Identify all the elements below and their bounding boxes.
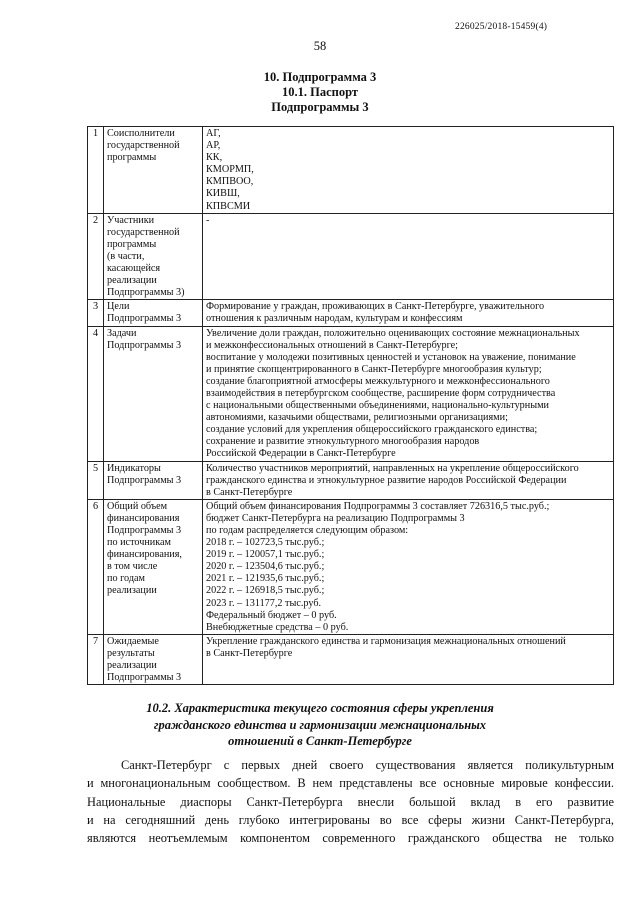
row-name-line: государственной [107,140,180,152]
row-content [203,127,614,214]
row-name-line: Подпрограммы 3 [107,525,182,536]
row-name [104,461,203,499]
row-content-line: в Санкт-Петербурге [206,486,293,498]
document-id: 226025/2018-15459(4) [455,22,548,32]
row-number: 5 [88,461,104,499]
row-content-line: 2023 г. – 131177,2 тыс.руб. [206,597,322,609]
row-content-line: Увеличение доли граждан, положительно оценивающих состояние межнациональных [206,327,580,339]
row-content-line: бюджет Санкт-Петербурга на реализацию Подпрограммы 3 [206,512,465,524]
row-content-line: сохранение и развитие этнокультурного многообразия народов [206,436,480,448]
row-content-line: 2020 г. – 123504,6 тыс.руб.; [206,561,325,573]
row-content-line: автономиями, казачьими обществами, религиозными организациями; [206,412,508,424]
row-name-line: касающейся [107,263,161,275]
row-content-line: Количество участников мероприятий, направленных на укрепление общероссийского [206,462,579,474]
row-content-line: Укрепление гражданского единства и гармонизация межнациональных отношений [206,635,566,647]
row-content-line: КК, [206,152,223,164]
row-content-line: гражданского единства и этнокультурное развитие народов Российской Федерации [206,474,567,486]
row-name-line: Подпрограммы 3 [107,313,182,325]
row-content [203,213,614,300]
row-name-line: Подпрограммы 3 [107,339,182,351]
row-name-line: по годам [107,573,145,585]
row-number: 6 [88,499,104,634]
row-content [203,634,614,684]
paragraph-line: и многонациональным сообществом. В нем представлены все основные мировые конфессии. [87,776,614,791]
row-content-line: Российской Федерации в Санкт-Петербурге [206,448,396,460]
row-name-line: программы [107,152,157,164]
passport-row [88,300,614,326]
row-content-line: АР, [206,140,221,152]
row-name-line: (в части, [107,250,145,262]
row-number: 7 [88,634,104,684]
row-content-line: отношения к различным народам, культурам и конфессиям [206,313,463,325]
row-name-line: Участники [107,214,155,226]
heading-line: 10.2. Характеристика текущего состояния сферы укрепления [146,701,494,715]
passport-row [88,326,614,461]
row-name [104,213,203,300]
row-number: 3 [88,300,104,326]
row-content-line: 2018 г. – 102723,5 тыс.руб.; [206,537,325,549]
paragraph-line: и на сегодняшний день глубоко интегрированы во все сферы жизни Санкт-Петербурга, [87,812,614,827]
paragraph-line: Национальные диаспоры Санкт-Петербурга внесли большой вклад в его развитие [87,794,614,809]
row-name-line: реализации [107,585,157,597]
row-name-line: Подпрограммы 3 [107,474,182,486]
row-content-line: с национальными общественными объединениями, национально-культурными [206,400,549,412]
row-content-line: создание благоприятной атмосферы межкультурного и межконфессионального [206,375,550,387]
passport-table [87,126,614,685]
row-content-line: 2019 г. – 120057,1 тыс.руб.; [206,549,325,561]
row-name [104,326,203,461]
row-name-line: программы [107,238,157,250]
row-content-line: в Санкт-Петербурге [206,647,293,659]
row-name-line: Цели [107,301,130,313]
row-name-line: Соисполнители [107,128,175,139]
row-name [104,634,203,684]
row-name-line: реализации [107,275,157,287]
subsection-heading [0,700,640,750]
passport-row [88,634,614,684]
paragraph-line: являются неотъемлемым компонентом современного гражданского общества не только [87,831,614,846]
row-name-line: государственной [107,226,180,238]
row-name-line: Задачи [107,327,137,339]
row-content [203,326,614,461]
row-name-line: финансирования [107,512,180,524]
row-name-line: финансирования, [107,549,182,561]
row-name-line: Индикаторы [107,462,161,474]
row-content-line: КИВШ, [206,188,240,200]
title-line: 10.1. Паспорт [281,85,359,99]
row-name [104,300,203,326]
row-content-line: создание условий для укрепления общероссийского гражданского единства; [206,424,538,436]
passport-row [88,499,614,634]
row-number: 4 [88,326,104,461]
row-content [203,461,614,499]
title-line: Подпрограммы 3 [271,100,369,114]
row-name [104,499,203,634]
row-name-line: Подпрограммы 3) [107,287,185,299]
passport-row [88,213,614,300]
row-content-line: КМОРМП, [206,164,254,176]
row-content-line: по годам распределяется следующим образом: [206,525,409,536]
title-line: 10. Подпрограмма 3 [263,70,377,84]
row-content-line: КМПВОО, [206,176,254,188]
section-title [0,70,640,115]
row-name-line: Ожидаемые [107,635,159,647]
row-name-line: реализации [107,660,157,672]
row-content-line: - [206,214,210,226]
row-content-line: Формирование у граждан, проживающих в Санкт-Петербурге, уважительного [206,301,545,313]
row-content-line: Общий объем финансирования Подпрограммы 3 составляет 726316,5 тыс.руб.; [206,500,550,512]
row-content-line: и принятие скопцентрированного в Санкт-Петербурге многообразия культур; [206,363,542,375]
row-name-line: результаты [107,647,155,659]
heading-line: отношений в Санкт-Петербурге [228,734,412,748]
row-content-line: АГ, [206,128,221,139]
paragraph-line: Санкт-Петербург с первых дней своего существования является поликультурным [121,758,614,772]
row-content-line: взаимодействия в петербургском сообществе, расширение форм сотрудничества [206,387,556,399]
row-number: 2 [88,213,104,300]
passport-row [88,127,614,214]
row-content-line: и межконфессиональных отношений в Санкт-Петербурге; [206,339,459,351]
heading-line: гражданского единства и гармонизации межнациональных [153,717,487,732]
passport-row [88,461,614,499]
page-number: 58 [313,39,327,53]
row-name-line: Общий объем [107,500,168,512]
row-content-line: Федеральный бюджет – 0 руб. [206,609,337,621]
row-content [203,300,614,326]
row-content-line: воспитание у молодежи позитивных ценностей и установок на уважение, понимание [206,351,576,363]
row-number: 1 [88,127,104,214]
body-paragraph [87,756,614,847]
row-name-line: в том числе [107,561,158,573]
row-content-line: 2021 г. – 121935,6 тыс.руб.; [206,573,325,585]
row-name [104,127,203,214]
row-content-line: Внебюджетные средства – 0 руб. [206,621,349,633]
row-name-line: по источникам [107,537,172,549]
row-content [203,499,614,634]
row-content-line: 2022 г. – 126918,5 тыс.руб.; [206,585,325,597]
row-name-line: Подпрограммы 3 [107,672,182,684]
row-content-line: КПВСМИ [206,200,251,212]
